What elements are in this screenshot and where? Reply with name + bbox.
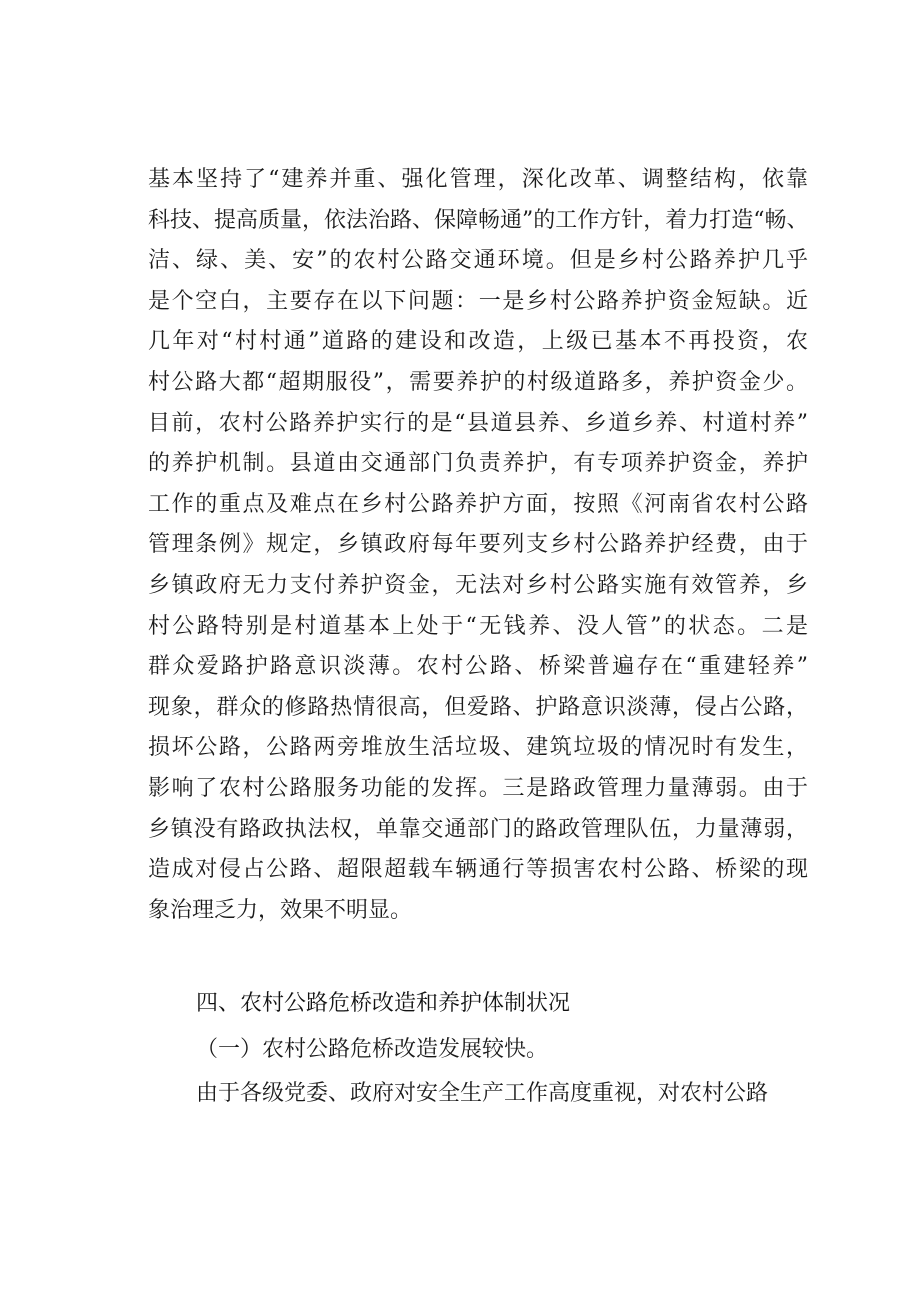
text-line: 目前，农村公路养护实行的是“县道县养、乡道乡养、村道村养”	[148, 410, 808, 436]
text-line: 影响了农村公路服务功能的发挥。三是路政管理力量薄弱。由于	[148, 775, 808, 801]
text-line: 乡镇没有路政执法权，单靠交通部门的路政管理队伍，力量薄弱，	[148, 816, 808, 842]
paragraph-start: 由于各级党委、政府对安全生产工作高度重视，对农村公路	[196, 1081, 769, 1106]
text-line: 群众爱路护路意识淡薄。农村公路、桥梁普遍存在“重建轻养”	[148, 654, 808, 680]
text-line: 基本坚持了“建养并重、强化管理，深化改革、调整结构，依靠	[148, 167, 808, 192]
text-line: 是个空白，主要存在以下问题：一是乡村公路养护资金短缺。近	[148, 288, 808, 314]
text-line: 损坏公路，公路两旁堆放生活垃圾、建筑垃圾的情况时有发生，	[148, 735, 808, 761]
text-line: 村公路大都“超期服役”，需要养护的村级道路多，养护资金少。	[148, 369, 808, 395]
text-line: 造成对侵占公路、超限超载车辆通行等损害农村公路、桥梁的现	[148, 857, 808, 883]
text-line: 现象，群众的修路热情很高，但爱路、护路意识淡薄，侵占公路，	[148, 694, 808, 720]
text-line: 科技、提高质量，依法治路、保障畅通”的工作方针，着力打造“畅、	[148, 207, 809, 233]
text-line: 象治理乏力，效果不明显。	[148, 897, 413, 923]
sub-heading: （一）农村公路危桥改造发展较快。	[196, 1037, 549, 1062]
text-line: 工作的重点及难点在乡村公路养护方面，按照《河南省农村公路	[148, 491, 808, 517]
text-line: 乡镇政府无力支付养护资金，无法对乡村公路实施有效管养，乡	[148, 572, 808, 598]
text-line: 管理条例》规定，乡镇政府每年要列支乡村公路养护经费，由于	[148, 532, 808, 558]
text-line: 村公路特别是村道基本上处于“无钱养、没人管”的状态。二是	[148, 613, 808, 639]
section-heading: 四、农村公路危桥改造和养护体制状况	[196, 991, 571, 1016]
text-line: 的养护机制。县道由交通部门负责养护，有专项养护资金，养护	[148, 451, 808, 477]
text-line: 几年对“村村通”道路的建设和改造，上级已基本不再投资，农	[148, 329, 808, 355]
text-line: 洁、绿、美、安”的农村公路交通环境。但是乡村公路养护几乎	[148, 248, 808, 274]
body-paragraph	[148, 160, 808, 931]
